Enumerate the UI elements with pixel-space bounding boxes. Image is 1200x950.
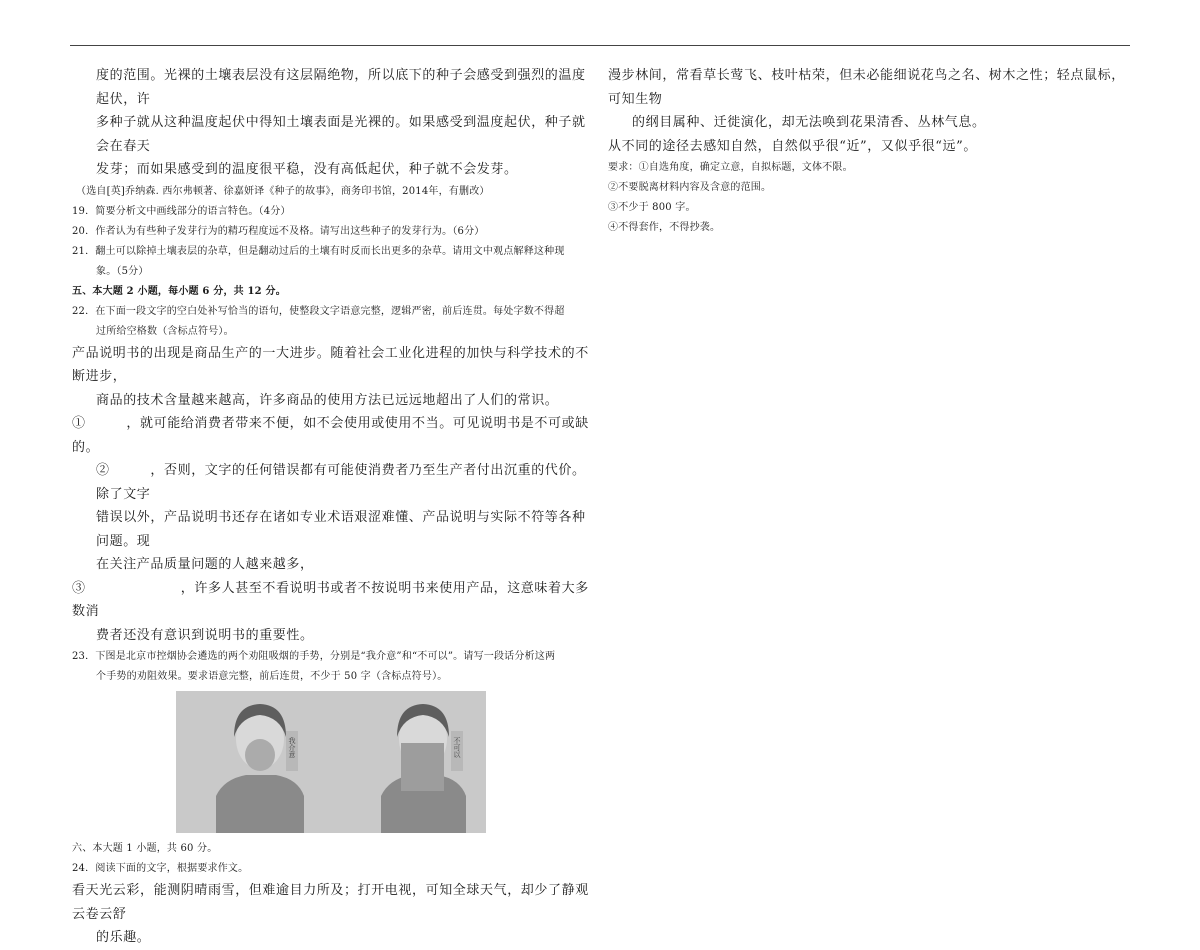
essay-material-line: 看天光云彩，能测阴晴雨雪，但难逾目力所及；打开电视，可知全球天气，却少了静观云卷云舒 [72, 883, 589, 922]
label-left: 我介意 [288, 737, 296, 758]
question-20: 20．作者认为有些种子发芽行为的精巧程度远不及格。请写出这些种子的发芽行为。（6分） [72, 225, 485, 237]
right-column [608, 64, 1133, 238]
essay-material-line: 漫步林间，常看草长莺飞、枝叶枯荣，但未必能细说花鸟之名、树木之性；轻点鼠标，可知生物 [608, 68, 1125, 107]
paragraph-line: 产品说明书的出现是商品生产的一大进步。随着社会工业化进程的加快与科学技术的不断进步， [72, 345, 589, 384]
question-23: 23．下图是北京市控烟协会遴选的两个劝阻吸烟的手势，分别是“我介意”和“不可以”。请写一段话分析这两 [72, 651, 556, 662]
gesture-illustration [176, 691, 486, 833]
requirement-line: ④不得套作，不得抄袭。 [608, 222, 721, 233]
requirement-line: 要求：①自选角度，确定立意，自拟标题，文体不限。 [608, 162, 853, 173]
section-5-heading: 五、本大题 2 小题，每小题 6 分，共 12 分。 [72, 285, 286, 297]
header-rule [70, 45, 1130, 46]
paragraph-line: 在关注产品质量问题的人越来越多， [96, 557, 314, 572]
essay-material-line: 的乐趣。 [96, 930, 151, 945]
question-24: 24．阅读下面的文字，根据要求作文。 [72, 863, 249, 874]
section-6-heading: 六、本大题 1 小题，共 60 分。 [72, 843, 218, 854]
question-21-cont: 象。（5分） [96, 265, 149, 277]
label-right: 不可以 [453, 737, 461, 758]
question-19: 19．简要分析文中画线部分的语言特色。（4分） [72, 205, 291, 217]
question-22: 22．在下面一段文字的空白处补写恰当的语句，使整段文字语意完整，逻辑严密，前后连贯。每处字数不得超 [72, 305, 565, 317]
paragraph-line-blank-2: ② ，否则，文字的任何错误都有可能使消费者乃至生产者付出沉重的代价。除了文字 [96, 463, 586, 502]
requirement-line: ③不少于 800 字。 [608, 202, 696, 213]
question-23-cont: 个手势的劝阻效果。要求语意完整，前后连贯，不少于 50 字（含标点符号）。 [96, 671, 448, 682]
figure-left [216, 704, 304, 833]
essay-material-line: 的纲目属种、迁徙演化，却无法唤到花果清香、丛林气息。 [632, 115, 986, 130]
figure-right [381, 704, 466, 833]
essay-material-line: 从不同的途径去感知自然，自然似乎很“近”，又似乎很“远”。 [608, 138, 977, 154]
paragraph-line-blank-1: ① ，就可能给消费者带来不便，如不会使用或使用不当。可见说明书是不可或缺的。 [72, 416, 589, 455]
passage-line: 发芽；而如果感受到的温度很平稳，没有高低起伏，种子就不会发芽。 [96, 162, 518, 177]
paragraph-line: 费者还没有意识到说明书的重要性。 [96, 627, 314, 643]
left-column [72, 64, 592, 950]
paragraph-line: 商品的技术含量越来越高，许多商品的使用方法已远远地超出了人们的常识。 [96, 392, 559, 408]
question-22-cont: 过所给空格数（含标点符号）。 [96, 325, 234, 337]
passage-line: 度的范围。光裸的土壤表层没有这层隔绝物，所以底下的种子会感受到强烈的温度起伏，许 [96, 68, 586, 107]
paragraph-line: 错误以外，产品说明书还存在诸如专业术语艰涩难懂、产品说明与实际不符等各种问题。现 [96, 510, 586, 549]
requirement-line: ②不要脱离材料内容及含意的范围。 [608, 182, 772, 193]
source-citation: （选自[英]乔纳森. 西尔弗顿著、徐嘉妍译《种子的故事》，商务印书馆，2014年，有删改） [76, 185, 490, 197]
passage-line: 多种子就从这种温度起伏中得知土壤表面是光裸的。如果感受到温度起伏，种子就会在春天 [96, 115, 586, 154]
paragraph-line-blank-3: ③ ，许多人甚至不看说明书或者不按说明书来使用产品，这意味着大多数消 [72, 580, 589, 619]
gesture-photo [176, 691, 486, 833]
question-21: 21．翻土可以除掉土壤表层的杂草，但是翻动过后的土壤有时反而长出更多的杂草。请用文中观点解释这种现 [72, 245, 565, 257]
